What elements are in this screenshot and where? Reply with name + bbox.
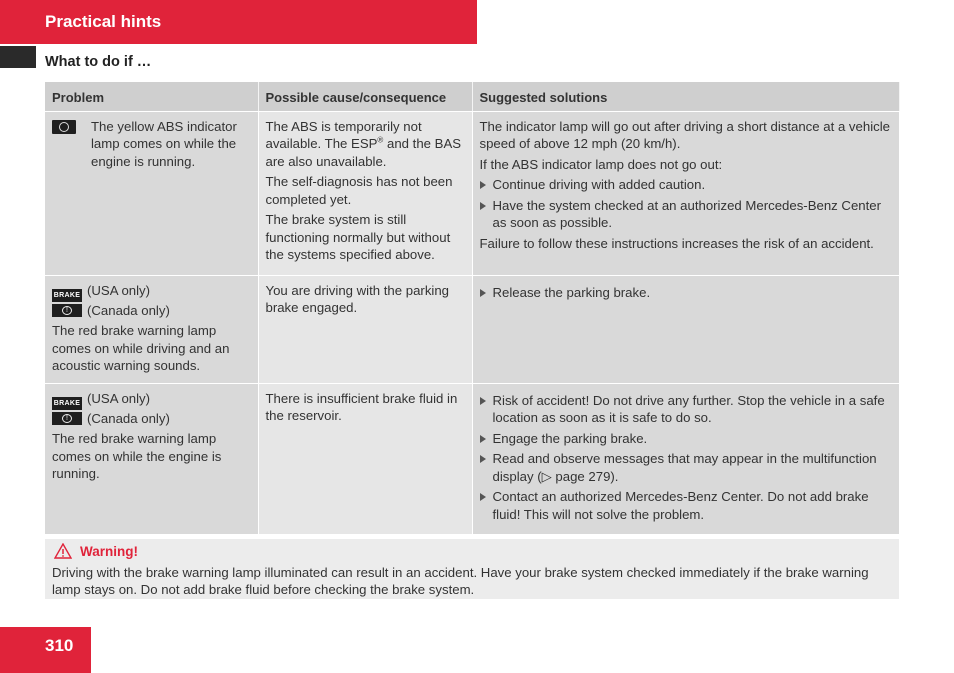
problem-text: The red brake warning lamp comes on while the engine is running. — [52, 431, 222, 481]
page-header-title: Practical hints — [45, 12, 162, 31]
warning-title: Warning! — [80, 543, 138, 559]
brake-warning-canada-icon: ! — [52, 412, 82, 425]
cause-text: The brake system is still functioning normally but without the systems specified above. — [265, 212, 451, 262]
arrow-icon — [480, 181, 486, 189]
abs-warning-icon — [52, 120, 76, 134]
solution-text: If the ABS indicator lamp does not go out: — [479, 156, 723, 172]
solution-step: Engage the parking brake. — [480, 430, 893, 448]
table-row — [45, 111, 899, 275]
warning-text: Driving with the brake warning lamp illuminated can result in an accident. Have your brake system checked immediately if the brake warning lamp stays on. Do not add brake fluid before checking the brake system. — [52, 565, 869, 597]
solution-step: Read and observe messages that may appear in the multifunction display (▷ page 279). — [480, 450, 893, 485]
problem-text: The yellow ABS indicator lamp comes on while the engine is running. — [91, 118, 237, 169]
arrow-icon — [480, 289, 486, 297]
solution-cell — [472, 111, 899, 275]
cause-cell — [258, 275, 472, 383]
column-header-solution: Suggested solutions — [472, 82, 899, 111]
solution-text: The indicator lamp will go out after driving a short distance at a vehicle speed of above 12 mph (20 km/h). — [479, 118, 890, 151]
brake-warning-icon: BRAKE — [52, 397, 82, 410]
column-header-problem: Problem — [45, 82, 258, 111]
problem-cell — [45, 275, 258, 383]
solution-cell — [472, 275, 899, 383]
usa-label: (USA only) — [87, 282, 151, 298]
solution-step: Contact an authorized Mercedes-Benz Center. Do not add brake fluid! This will not solve the problem. — [480, 488, 893, 523]
arrow-icon — [480, 435, 486, 443]
brake-warning-canada-icon: ! — [52, 304, 82, 317]
usa-label: (USA only) — [87, 390, 151, 406]
hints-table — [45, 82, 900, 535]
brake-warning-icon: BRAKE — [52, 289, 82, 302]
cause-text: There is insufficient brake fluid in the reservoir. — [265, 390, 458, 423]
section-marker — [0, 46, 36, 68]
table-header-row — [45, 82, 899, 111]
cause-text: The self-diagnosis has not been completed yet. — [265, 174, 453, 207]
table-row — [45, 275, 899, 383]
arrow-icon — [480, 202, 486, 210]
arrow-icon — [480, 493, 486, 501]
canada-label: (Canada only) — [87, 410, 170, 426]
cause-text: You are driving with the parking brake engaged. — [265, 282, 450, 315]
cause-cell — [258, 383, 472, 535]
page-number: 310 — [45, 636, 74, 655]
solution-step: Risk of accident! Do not drive any further. Stop the vehicle in a safe location as soon as it is safe to do so. — [480, 392, 893, 427]
arrow-icon — [480, 455, 486, 463]
table-row — [45, 383, 899, 535]
problem-cell — [45, 383, 258, 535]
warning-box — [45, 539, 899, 599]
column-header-cause: Possible cause/consequence — [258, 82, 472, 111]
cause-cell — [258, 111, 472, 275]
problem-text: The red brake warning lamp comes on while driving and an acoustic warning sounds. — [52, 323, 230, 373]
solution-step: Have the system checked at an authorized Mercedes-Benz Center as soon as possible. — [480, 197, 893, 232]
cause-text: The ABS is temporarily not available. The ESP® and the BAS are also unavailable. — [265, 118, 462, 169]
page-number-box — [0, 627, 91, 673]
section-title: What to do if … — [45, 54, 152, 70]
solution-step: Continue driving with added caution. — [480, 176, 893, 194]
canada-label: (Canada only) — [87, 302, 170, 318]
solution-text: Failure to follow these instructions increases the risk of an accident. — [479, 235, 874, 251]
arrow-icon — [480, 397, 486, 405]
solution-cell — [472, 383, 899, 535]
warning-triangle-icon — [54, 543, 72, 559]
solution-step: Release the parking brake. — [480, 284, 893, 302]
warning-header — [54, 543, 138, 559]
problem-cell — [45, 111, 258, 275]
